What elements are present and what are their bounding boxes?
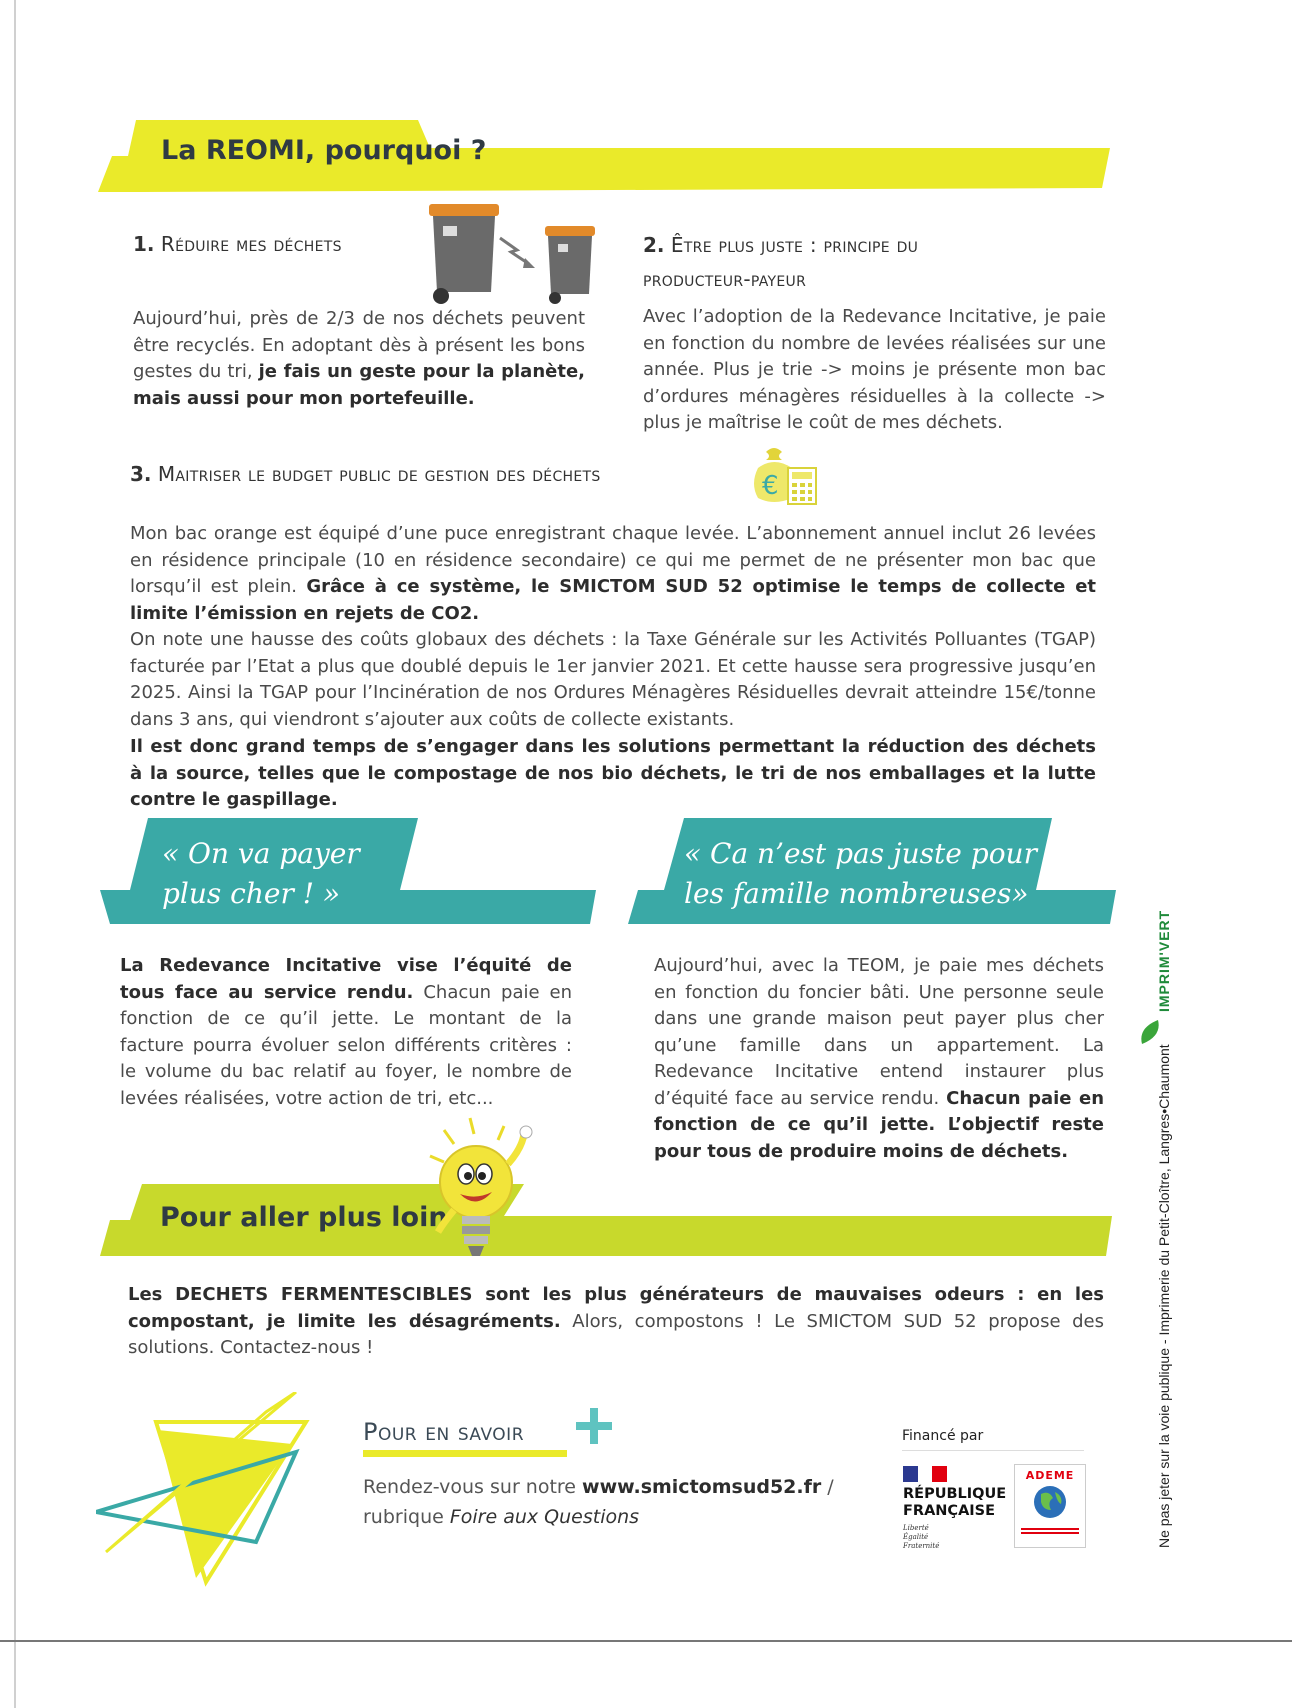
savoir-heading: Pour en savoir — [363, 1418, 525, 1446]
lightbulb-mascot-icon — [424, 1112, 554, 1262]
quote2-text: « Ca n’est pas juste pour les famille nombreuses» — [684, 837, 1037, 910]
decorative-triangles — [96, 1392, 316, 1592]
sec2-heading: 2. Être plus juste : principe du producteur-payeur — [643, 233, 919, 291]
savoir-underline — [363, 1450, 567, 1457]
quote2-paragraph: Aujourd’hui, avec la TEOM, je paie mes déchets en fonction du foncier bâti. Une personne seule dans une grande maison peut payer plus cher qu’une famille dans un appartement. La Redevance Incitative entend instaurer plus d’équité face au service rendu. Chacun paie en fonction de ce qu’il jette. L’objectif reste pour tous de produire moins de déchets. — [654, 955, 1105, 1162]
finance-label: Financé par — [902, 1428, 984, 1444]
quote1-paragraph: La Redevance Incitative vise l’équité de tous face au service rendu. Chacun paie en fonction de ce qu’il jette. Le montant de la facture pourra évoluer selon différents critères : le volume du bac relatif au foyer, le nombre de levées réalisées, votre action de tri, etc... — [120, 955, 572, 1109]
quote1-text: « On va payer plus cher ! » — [162, 837, 360, 910]
finance-divider — [902, 1450, 1084, 1451]
banner-reomi-title: La REOMI, pourquoi ? — [161, 135, 487, 166]
sec2-paragraph: Avec l’adoption de la Redevance Incitative, je paie en fonction du nombre de levées réalisées sur une année. Plus je trie -> moins je présente mon bac d’ordures ménagères résiduelles à la collecte -> plus je maîtrise le coût de mes déchets. — [643, 306, 1106, 433]
imprim-vert-leaf-icon — [1138, 1018, 1162, 1046]
scan-bottom-line — [0, 1640, 1292, 1642]
sec3-paragraph-2: On note une hausse des coûts globaux des déchets : la Taxe Générale sur les Activités Polluantes (TGAP) facturée par l’Etat a plus que doublé depuis le 1er janvier 2021. Et cette hausse sera progressive jusqu’en 2025. Ainsi la TGAP pour l’Incinération de nos Ordures Ménagères Résiduelles devrait atteindre 15€/tonne dans 3 ans, qui viendront s’ajouter aux coûts de collecte existants. — [130, 629, 1096, 730]
svg-text:€: € — [762, 471, 779, 501]
sec3-heading: 3. Maitriser le budget public de gestion des déchets — [130, 462, 601, 486]
republique-francaise: RÉPUBLIQUE FRANÇAISE — [903, 1486, 1007, 1519]
waste-bins-icon — [425, 198, 607, 306]
plus-icon — [576, 1408, 612, 1444]
motto: Liberté Égalité Fraternité — [903, 1524, 940, 1550]
sec1-heading: 1. Réduire mes déchets — [133, 232, 342, 256]
globe-icon — [1015, 1482, 1085, 1522]
sec1-paragraph: Aujourd’hui, près de 2/3 de nos déchets peuvent être recyclés. En adoptant dès à présent les bons gestes du tri, je fais un geste pour la planète, mais aussi pour mon portefeuille. — [133, 308, 585, 409]
money-calculator-icon — [752, 440, 822, 506]
savoir-text: Rendez-vous sur notre www.smictomsud52.fr / rubrique Foire aux Questions — [363, 1476, 834, 1528]
marianne-flag-icon — [903, 1466, 947, 1482]
sec3-paragraph-3: Il est donc grand temps de s’engager dans les solutions permettant la réduction des déchets à la source, telles que le compostage de nos bio déchets, le tri de nos emballages et la lutte contre le gaspillage. — [130, 736, 1096, 810]
plus-loin-paragraph: Les DECHETS FERMENTESCIBLES sont les plus générateurs de mauvaises odeurs : en les compostant, je limite les désagréments. Alors, compostons ! Le SMICTOM SUD 52 propose des solutions. Contactez-nous ! — [128, 1284, 1104, 1358]
printer-notice: Ne pas jeter sur la voie publique - Imprimerie du Petit-Cloître, Langres•Chaumont — [1156, 1044, 1172, 1548]
sec3-paragraph-1: Mon bac orange est équipé d’une puce enregistrant chaque levée. L’abonnement annuel inclut 26 levées en résidence principale (10 en résidence secondaire) ce qui me permet de ne présenter mon bac que lorsqu’il est plein. Grâce à ce système, le SMICTOM SUD 52 optimise le temps de collecte et limite l’émission en rejets de CO2. — [130, 523, 1097, 624]
banner-plus-loin-title: Pour aller plus loin — [160, 1202, 448, 1233]
imprim-vert-brand: IMPRIM'VERT — [1156, 909, 1172, 1012]
scan-edge — [14, 0, 16, 1708]
website-link[interactable]: www.smictomsud52.fr — [582, 1476, 822, 1498]
ademe-logo: ADEME — [1014, 1464, 1086, 1548]
